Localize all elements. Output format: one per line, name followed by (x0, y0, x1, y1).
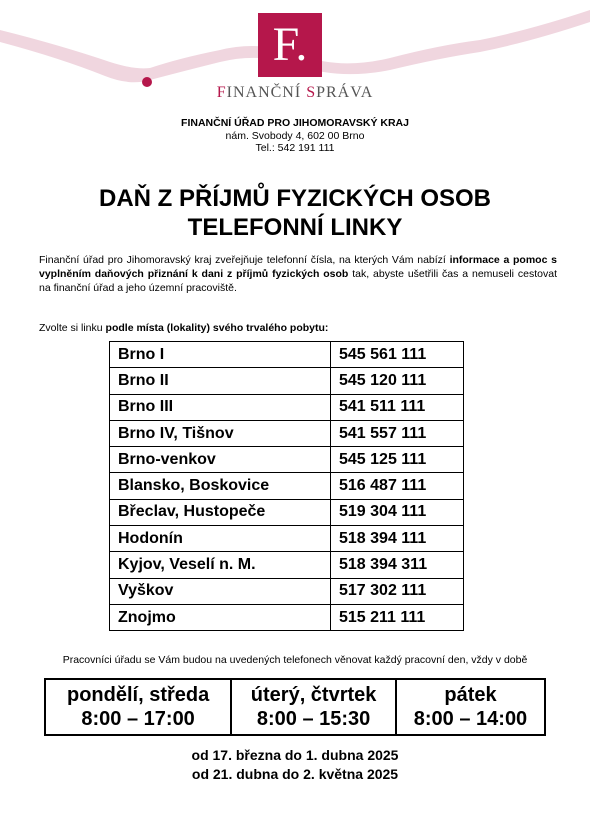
phone-line-row (110, 473, 464, 499)
office-address: nám. Svobody 4, 602 00 Brno (225, 129, 365, 142)
date-range-2: od 21. dubna do 2. května 2025 (191, 766, 399, 782)
phone-line-place: Brno II (110, 368, 331, 394)
phone-line-place: Brno I (110, 342, 331, 368)
brand-initial-f: F (216, 84, 227, 101)
phone-line-row (110, 368, 464, 394)
phone-line-place: Brno-venkov (110, 447, 331, 473)
title-line-2: TELEFONNÍ LINKY (187, 214, 403, 241)
logo: F. (258, 13, 322, 77)
office-phone: Tel.: 542 191 111 (255, 142, 335, 154)
phone-line-row (110, 394, 464, 420)
office-hours-time: 8:00 – 17:00 (81, 708, 195, 730)
office-hours-days: pátek (444, 684, 497, 706)
phone-line-place: Břeclav, Hustopeče (110, 499, 331, 525)
phone-line-row (110, 420, 464, 446)
phone-line-number: 541 557 111 (331, 420, 464, 446)
office-hours-cell (45, 679, 231, 735)
phone-line-number: 519 304 111 (331, 499, 464, 525)
office-info (0, 117, 590, 155)
phone-line-place: Znojmo (110, 604, 331, 630)
phone-line-place: Hodonín (110, 526, 331, 552)
phone-line-row (110, 604, 464, 630)
choose-line-prompt (39, 322, 328, 334)
phone-line-row (110, 526, 464, 552)
title-line-1: DAŇ Z PŘÍJMŮ FYZICKÝCH OSOB (98, 185, 491, 212)
phone-line-place: Brno IV, Tišnov (110, 420, 331, 446)
office-hours-table (44, 678, 546, 736)
intro-bold: informace a pomoc s vyplněním daňových přiznání k dani z příjmů fyzických osob (39, 254, 557, 280)
phone-line-number: 545 120 111 (331, 368, 464, 394)
phone-line-number: 518 394 311 (331, 552, 464, 578)
office-hours-time: 8:00 – 15:30 (256, 708, 371, 730)
phone-line-place: Blansko, Boskovice (110, 473, 331, 499)
phone-line-row (110, 447, 464, 473)
brand-name (0, 84, 590, 102)
choose-prefix: Zvolte si linku (39, 322, 106, 334)
office-hours-days: pondělí, středa (66, 684, 210, 706)
page-title (0, 184, 590, 242)
phone-line-row (110, 499, 464, 525)
brand-word-2: PRÁVA (316, 84, 374, 101)
office-hours-days: úterý, čtvrtek (250, 684, 377, 706)
brand-word-1: INANČNÍ (226, 84, 307, 101)
date-range-1: od 17. března do 1. dubna 2025 (191, 747, 399, 763)
phone-line-number: 518 394 111 (331, 526, 464, 552)
phone-line-number: 545 125 111 (331, 447, 464, 473)
phone-line-number: 541 511 111 (331, 394, 464, 420)
office-name: FINANČNÍ ÚŘAD PRO JIHOMORAVSKÝ KRAJ (181, 117, 409, 129)
phone-line-number: 545 561 111 (331, 342, 464, 368)
phone-lines-table (109, 341, 464, 631)
phone-line-row (110, 578, 464, 604)
hours-note: Pracovníci úřadu se Vám budou na uvedených telefonech věnovat každý pracovní den, vždy v době (62, 654, 528, 666)
phone-line-row (110, 552, 464, 578)
office-hours-time: 8:00 – 14:00 (413, 708, 528, 730)
intro-text-2: tak, abyste ušetřili čas a nemuseli cestovat na finanční úřad a jeho územní pracoviště. (39, 268, 557, 294)
phone-line-row (110, 342, 464, 368)
phone-line-number: 517 302 111 (331, 578, 464, 604)
intro-text-1: Finanční úřad pro Jihomoravský kraj zveřejňuje telefonní čísla, na kterých Vám nabízí (39, 254, 450, 266)
date-ranges (0, 746, 590, 784)
phone-line-place: Kyjov, Veselí n. M. (110, 552, 331, 578)
choose-bold: podle místa (lokality) svého trvalého pobytu: (105, 322, 329, 334)
phone-line-place: Vyškov (110, 578, 331, 604)
brand-initial-s: S (306, 84, 317, 101)
phone-line-number: 515 211 111 (331, 604, 464, 630)
phone-line-number: 516 487 111 (331, 473, 464, 499)
phone-line-place: Brno III (110, 394, 331, 420)
office-hours-cell (231, 679, 396, 735)
office-hours-cell (396, 679, 545, 735)
intro-paragraph (39, 253, 557, 295)
